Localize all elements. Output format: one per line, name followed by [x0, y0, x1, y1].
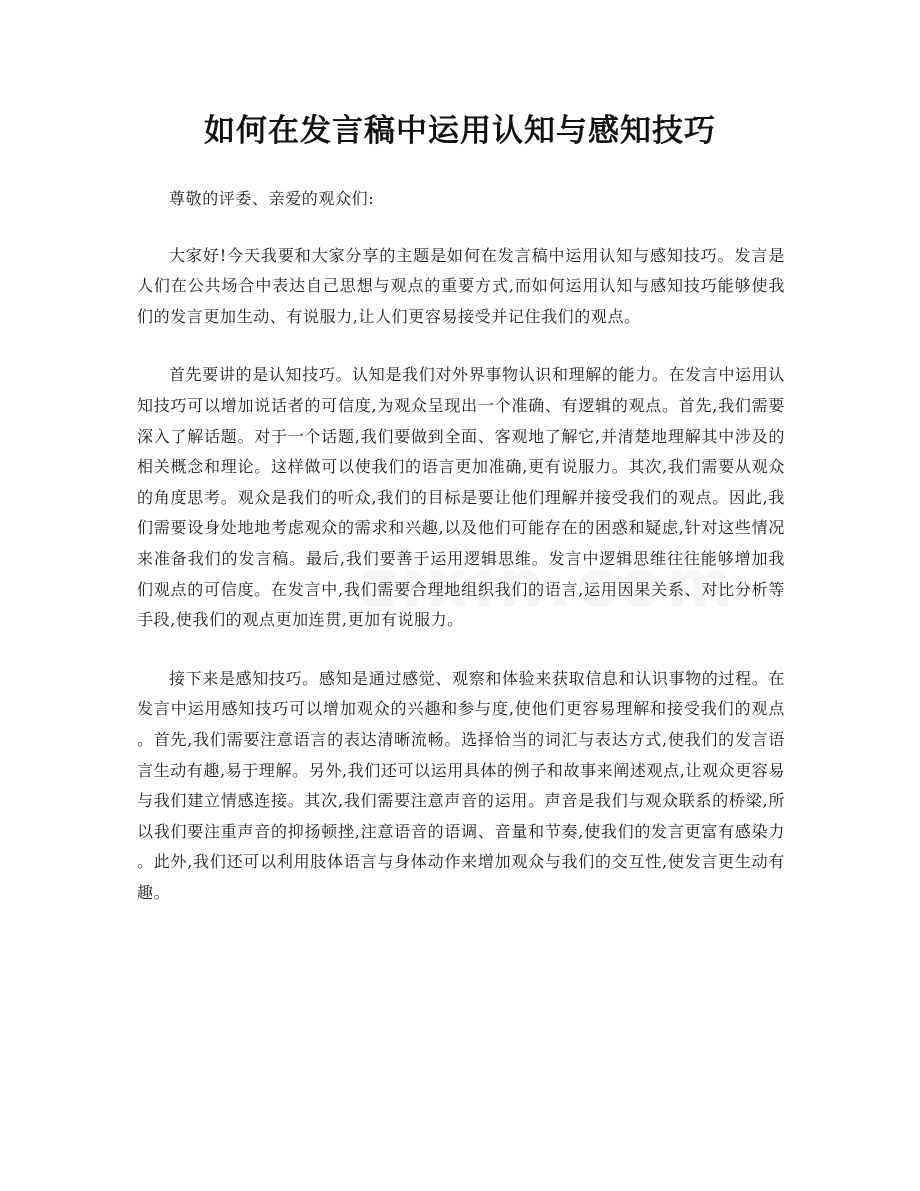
perception-paragraph: 接下来是感知技巧。感知是通过感觉、观察和体验来获取信息和认识事物的过程。在发言中运用感知技巧可以增加观众的兴趣和参与度,使他们更容易理解和接受我们的观点。首先,我们需要注意语言的表达清晰流畅。选择恰当的词汇与表达方式,使我们的发言语言生动有趣,易于理解。另外,我们还可以运用具体的例子和故事来阐述观点,让观众更容易与我们建立情感连接。其次,我们需要注意声音的运用。声音是我们与观众联系的桥梁,所以我们要注重声音的抑扬顿挫,注意语音的语调、音量和节奏,使我们的发言更富有感染力。此外,我们还可以利用肢体语言与身体动作来增加观众与我们的交互性,使发言更生动有趣。 [137, 668, 785, 902]
page-title: 如何在发言稿中运用认知与感知技巧 [204, 113, 716, 149]
intro-paragraph: 大家好!今天我要和大家分享的主题是如何在发言稿中运用认知与感知技巧。发言是人们在公共场合中表达自己思想与观点的重要方式,而如何运用认知与感知技巧能够使我们的发言更加生动、有说服力,让人们更容易接受并记住我们的观点。 [137, 245, 785, 326]
document-body [137, 184, 785, 936]
cognition-paragraph: 首先要讲的是认知技巧。认知是我们对外界事物认识和理解的能力。在发言中运用认知技巧可以增加说话者的可信度,为观众呈现出一个准确、有逻辑的观点。首先,我们需要深入了解话题。对于一个话题,我们要做到全面、客观地了解它,并清楚地理解其中涉及的相关概念和理论。这样做可以使我们的语言更加准确,更有说服力。其次,我们需要从观众的角度思考。观众是我们的听众,我们的目标是要让他们理解并接受我们的观点。因此,我们需要设身处地地考虑观众的需求和兴趣,以及他们可能存在的困惑和疑虑,针对这些情况来准备我们的发言稿。最后,我们要善于运用逻辑思维。发言中逻辑思维往往能够增加我们观点的可信度。在发言中,我们需要合理地组织我们的语言,运用因果关系、对比分析等手段,使我们的观点更加连贯,更加有说服力。 [137, 365, 785, 630]
salutation-paragraph: 尊敬的评委、亲爱的观众们: [169, 189, 375, 208]
